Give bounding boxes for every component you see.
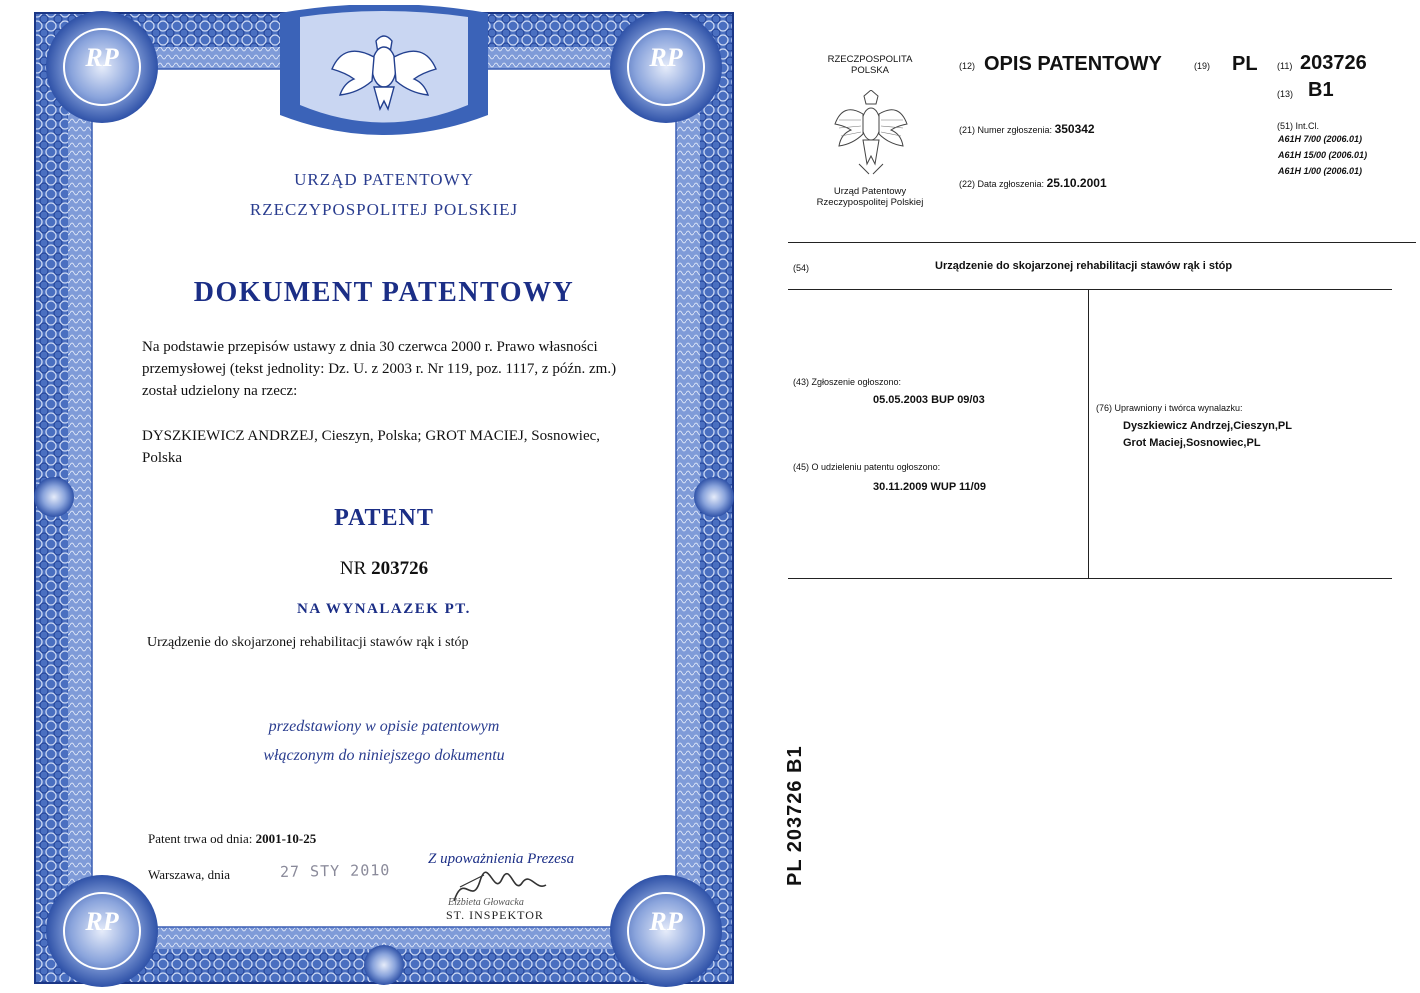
country-caption-line1: RZECZPOSPOLITA: [827, 54, 913, 65]
inid-code-12: (12): [959, 61, 976, 71]
presented-line2: włączonym do niniejszego dokumentu: [263, 747, 505, 764]
valid-from: [148, 831, 316, 847]
presented-line1: przedstawiony w opisie patentowym: [268, 718, 500, 735]
valid-from-date: 2001-10-25: [255, 831, 317, 846]
patent-holders: DYSZKIEWICZ ANDRZEJ, Cieszyn, Polska; GROT MACIEJ, Sosnowiec, Polska: [142, 428, 601, 466]
signer-name: Elżbieta Głowacka: [448, 897, 524, 908]
patent-number-value: 203726: [371, 558, 429, 579]
eagle-emblem-icon: [833, 90, 909, 180]
office-caption-line2: Rzeczypospolitej Polskiej: [816, 197, 924, 208]
patent-number-prefix: NR: [339, 558, 367, 579]
country-caption-line2: POLSKA: [850, 65, 890, 76]
application-number-value: 350342: [1054, 122, 1095, 136]
patent-number: [30, 558, 738, 580]
authorization-line: Z upoważnienia Prezesa: [428, 851, 575, 867]
monogram-bl: RP: [85, 907, 119, 936]
inventors-label: (76) Uprawniony i twórca wynalazku:: [1096, 403, 1243, 413]
patent-description-page: [760, 0, 1420, 993]
kind-code: B1: [1308, 79, 1334, 101]
int-cl-item: A61H 15/00 (2006.01): [1278, 150, 1368, 160]
invention-title: Urządzenie do skojarzonej rehabilitacji stawów rąk i stóp: [935, 260, 1233, 272]
application-date-value: 25.10.2001: [1046, 176, 1107, 190]
monogram-tr: RP: [649, 43, 683, 72]
invention-label: NA WYNALAZEK PT.: [297, 601, 471, 617]
int-cl-item: A61H 1/00 (2006.01): [1278, 166, 1363, 176]
application-number-label: (21) Numer zgłoszenia:: [959, 125, 1053, 135]
application-date: [959, 176, 1107, 190]
granted-label: (45) O udzieleniu patentu ogłoszono:: [793, 462, 941, 472]
spine-patent-id: PL 203726 B1: [784, 745, 806, 886]
inid-code-11: (11): [1277, 61, 1293, 71]
application-date-label: (22) Data zgłoszenia:: [959, 179, 1045, 189]
inid-code-54: (54): [793, 263, 810, 273]
country-caption: [805, 54, 935, 76]
inid-code-13: (13): [1277, 89, 1294, 99]
valid-from-label: Patent trwa od dnia:: [148, 831, 253, 846]
country-code: PL: [1232, 53, 1258, 75]
divider: [788, 289, 1392, 290]
published-label: (43) Zgłoszenie ogłoszono:: [793, 377, 902, 387]
monogram-tl: RP: [85, 43, 119, 72]
inventor-entry: Dyszkiewicz Andrzej,Cieszyn,PL: [1123, 420, 1292, 432]
patent-heading: PATENT: [334, 505, 434, 531]
patent-certificate: [30, 5, 738, 990]
signer-title: ST. INSPEKTOR: [446, 908, 544, 922]
column-divider: [1088, 289, 1089, 579]
date-stamp: 27 STY 2010: [279, 861, 391, 881]
patent-number: 203726: [1300, 52, 1367, 74]
office-caption-line1: Urząd Patentowy: [833, 186, 907, 197]
published-value: 05.05.2003 BUP 09/03: [873, 394, 985, 406]
legal-basis-text: Na podstawie przepisów ustawy z dnia 30 czerwca 2000 r. Prawo własności przemysłowej (tekst jednolity: Dz. U. z 2003 r. Nr 119, poz. 1117, z późn. zm.) został udzielony na rzecz:: [142, 339, 617, 399]
int-cl-label: (51) Int.Cl.: [1277, 121, 1320, 131]
application-number: [959, 122, 1095, 136]
inid-code-19: (19): [1194, 61, 1211, 71]
invention-title: Urządzenie do skojarzonej rehabilitacji stawów rąk i stóp: [147, 635, 469, 650]
divider: [788, 578, 1392, 579]
int-cl-item: A61H 7/00 (2006.01): [1278, 134, 1363, 144]
issue-place: Warszawa, dnia: [148, 867, 230, 882]
office-name-line1: URZĄD PATENTOWY: [294, 170, 474, 189]
monogram-br: RP: [649, 907, 683, 936]
office-caption: [790, 186, 950, 208]
guilloche-border: [30, 5, 738, 990]
office-name-line2: RZECZYPOSPOLITEJ POLSKIEJ: [249, 200, 519, 219]
divider: [788, 242, 1416, 243]
granted-value: 30.11.2009 WUP 11/09: [873, 481, 986, 493]
document-title: DOKUMENT PATENTOWY: [193, 277, 575, 308]
inventor-entry: Grot Maciej,Sosnowiec,PL: [1123, 437, 1261, 449]
document-type: OPIS PATENTOWY: [984, 53, 1162, 75]
